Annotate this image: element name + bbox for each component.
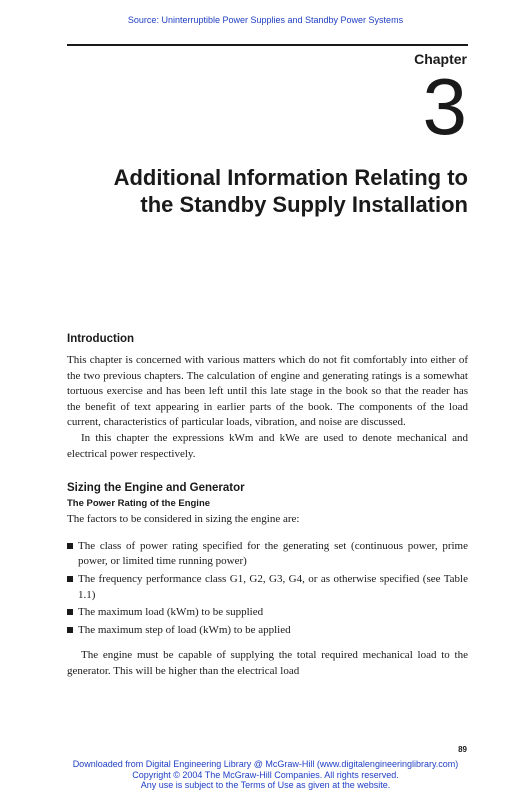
chapter-label: Chapter (414, 51, 467, 67)
square-bullet-icon (67, 609, 73, 615)
intro-paragraph-1: This chapter is concerned with various matters which do not fit comfortably into either of the two previous chapters. The calculation of engine and generating ratings is a somewhat tortuous exercise and has been left until this late stage in the book so that the reader has the benefit of text appearing in earlier parts of the book. The components of the load current, characteristics of particular loads, vibration, and noise are discussed. (67, 354, 468, 429)
sizing-closing-paragraph: The engine must be capable of supplying the total required mechanical load to the generator. This will be higher than the electrical load (67, 649, 468, 677)
section-heading-introduction: Introduction (67, 333, 135, 345)
page-number: 89 (458, 745, 467, 754)
list-item-text: The maximum load (kWm) to be supplied (78, 606, 264, 619)
chapter-number: 3 (422, 62, 467, 151)
sizing-lead-paragraph: The factors to be considered in sizing the engine are: (67, 513, 300, 526)
footer-copyright: Copyright © 2004 The McGraw-Hill Companies. All rights reserved. (132, 769, 399, 780)
footer-download-link[interactable]: Downloaded from Digital Engineering Library @ McGraw-Hill (www.digitalengineeringlibrary.com) (72, 759, 459, 769)
square-bullet-icon (67, 543, 73, 549)
square-bullet-icon (67, 576, 73, 582)
top-rule (67, 44, 468, 46)
chapter-title-line-2: the Standby Supply Installation (140, 192, 468, 217)
chapter-title (67, 164, 468, 218)
list-item (67, 605, 468, 621)
main-content (67, 333, 468, 680)
subsection-heading-power-rating: The Power Rating of the Engine (67, 498, 211, 510)
list-item-text: The maximum step of load (kWm) to be applied (78, 623, 291, 636)
source-link[interactable]: Source: Uninterruptible Power Supplies and Standby Power Systems (127, 15, 404, 25)
footer-terms-link[interactable]: Any use is subject to the Terms of Use as given at the website. (140, 780, 391, 790)
chapter-title-line-1: Additional Information Relating to (113, 165, 468, 190)
square-bullet-icon (67, 627, 73, 633)
list-item (67, 539, 468, 570)
intro-paragraph-2: In this chapter the expressions kWm and kWe are used to denote mechanical and electrical power respectively. (67, 431, 468, 460)
list-item-text: The frequency performance class G1, G2, G3, G4, or as otherwise specified (see Table 1.1) (78, 572, 468, 601)
list-item-text: The class of power rating specified for the generating set (continuous power, prime power, or limited time running power) (78, 539, 468, 568)
section-heading-sizing: Sizing the Engine and Generator (67, 482, 245, 495)
list-item (67, 623, 468, 639)
factor-list (67, 539, 468, 639)
list-item (67, 572, 468, 603)
footer (0, 759, 531, 791)
